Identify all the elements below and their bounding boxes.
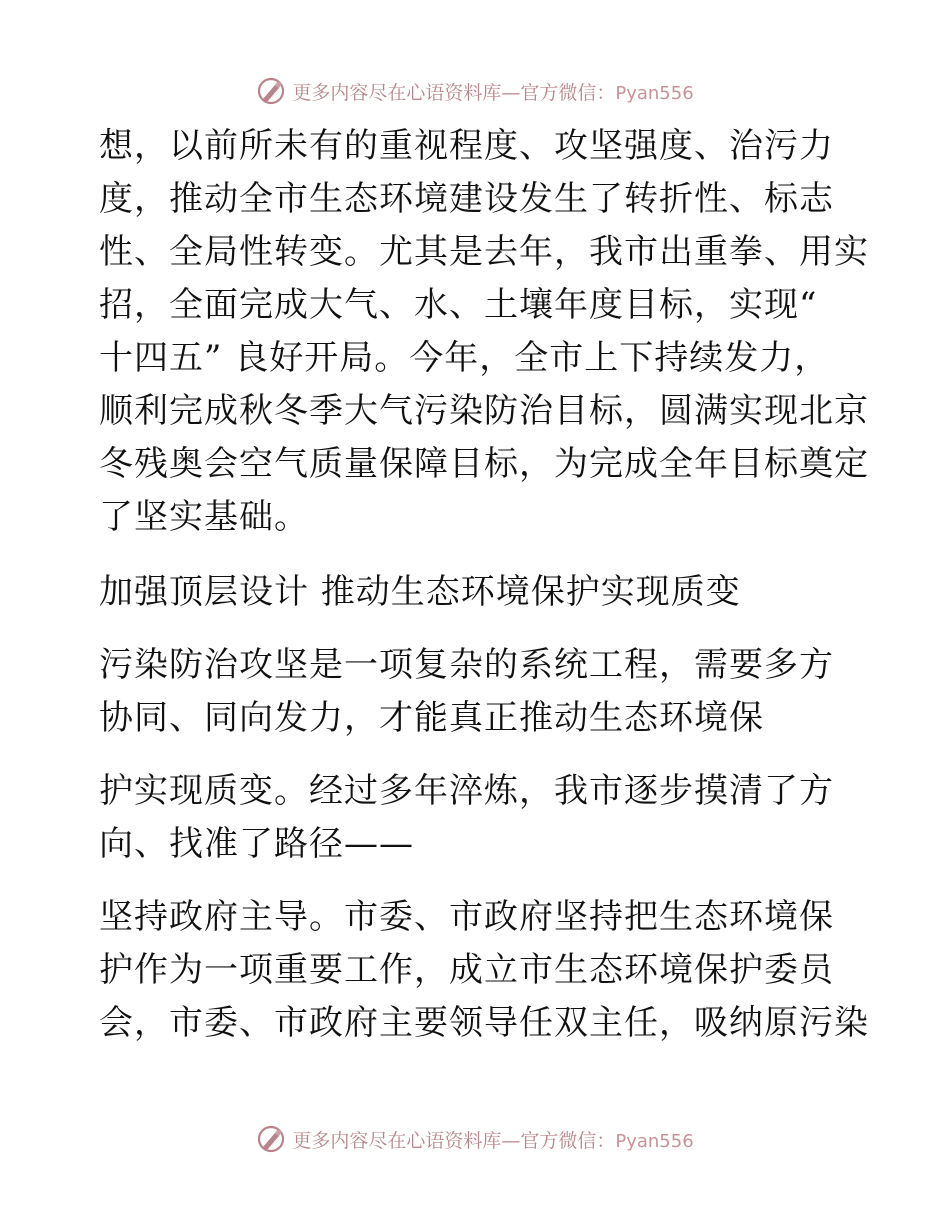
text-line: 冬残奥会空气质量保障目标，为完成全年目标奠定 — [99, 444, 869, 484]
text-line: 会，市委、市政府主要领导任双主任，吸纳原污染 — [99, 1003, 869, 1043]
text-line: 十四五” 良好开局。今年，全市上下持续发力， — [99, 338, 830, 378]
text-line: 向、找准了路径—— — [99, 824, 414, 864]
text-line: 了坚实基础。 — [99, 497, 309, 537]
footer-watermark — [0, 1119, 950, 1159]
text-line: 坚持政府主导。市委、市政府坚持把生态环境保 — [99, 897, 834, 937]
text-line: 护作为一项重要工作，成立市生态环境保护委员 — [99, 950, 834, 990]
text-line: 污染防治攻坚是一项复杂的系统工程，需要多方 — [99, 645, 834, 685]
text-line: 度，推动全市生态环境建设发生了转折性、标志 — [99, 179, 834, 219]
section-heading: 加强顶层设计 推动生态环境保护实现质变 — [99, 572, 741, 612]
text-line: 顺利完成秋冬季大气污染防治目标，圆满实现北京 — [99, 391, 869, 431]
text-line: 性、全局性转变。尤其是去年，我市出重拳、用实 — [99, 232, 869, 272]
document-body — [99, 124, 869, 1045]
text-line: 招，全面完成大气、水、土壤年度目标，实现“ — [99, 285, 818, 325]
header-watermark — [0, 71, 950, 111]
watermark-text: 更多内容尽在心语资料库—官方微信：Pyan556 — [292, 1129, 694, 1152]
watermark-text: 更多内容尽在心语资料库—官方微信：Pyan556 — [292, 81, 694, 104]
text-line: 护实现质变。经过多年淬炼，我市逐步摸清了方 — [99, 771, 834, 811]
pen-logo-icon — [256, 1124, 286, 1154]
text-line: 想，以前所未有的重视程度、攻坚强度、治污力 — [99, 126, 834, 166]
pen-logo-icon — [256, 76, 286, 106]
text-line: 协同、同向发力，才能真正推动生态环境保 — [99, 698, 764, 738]
